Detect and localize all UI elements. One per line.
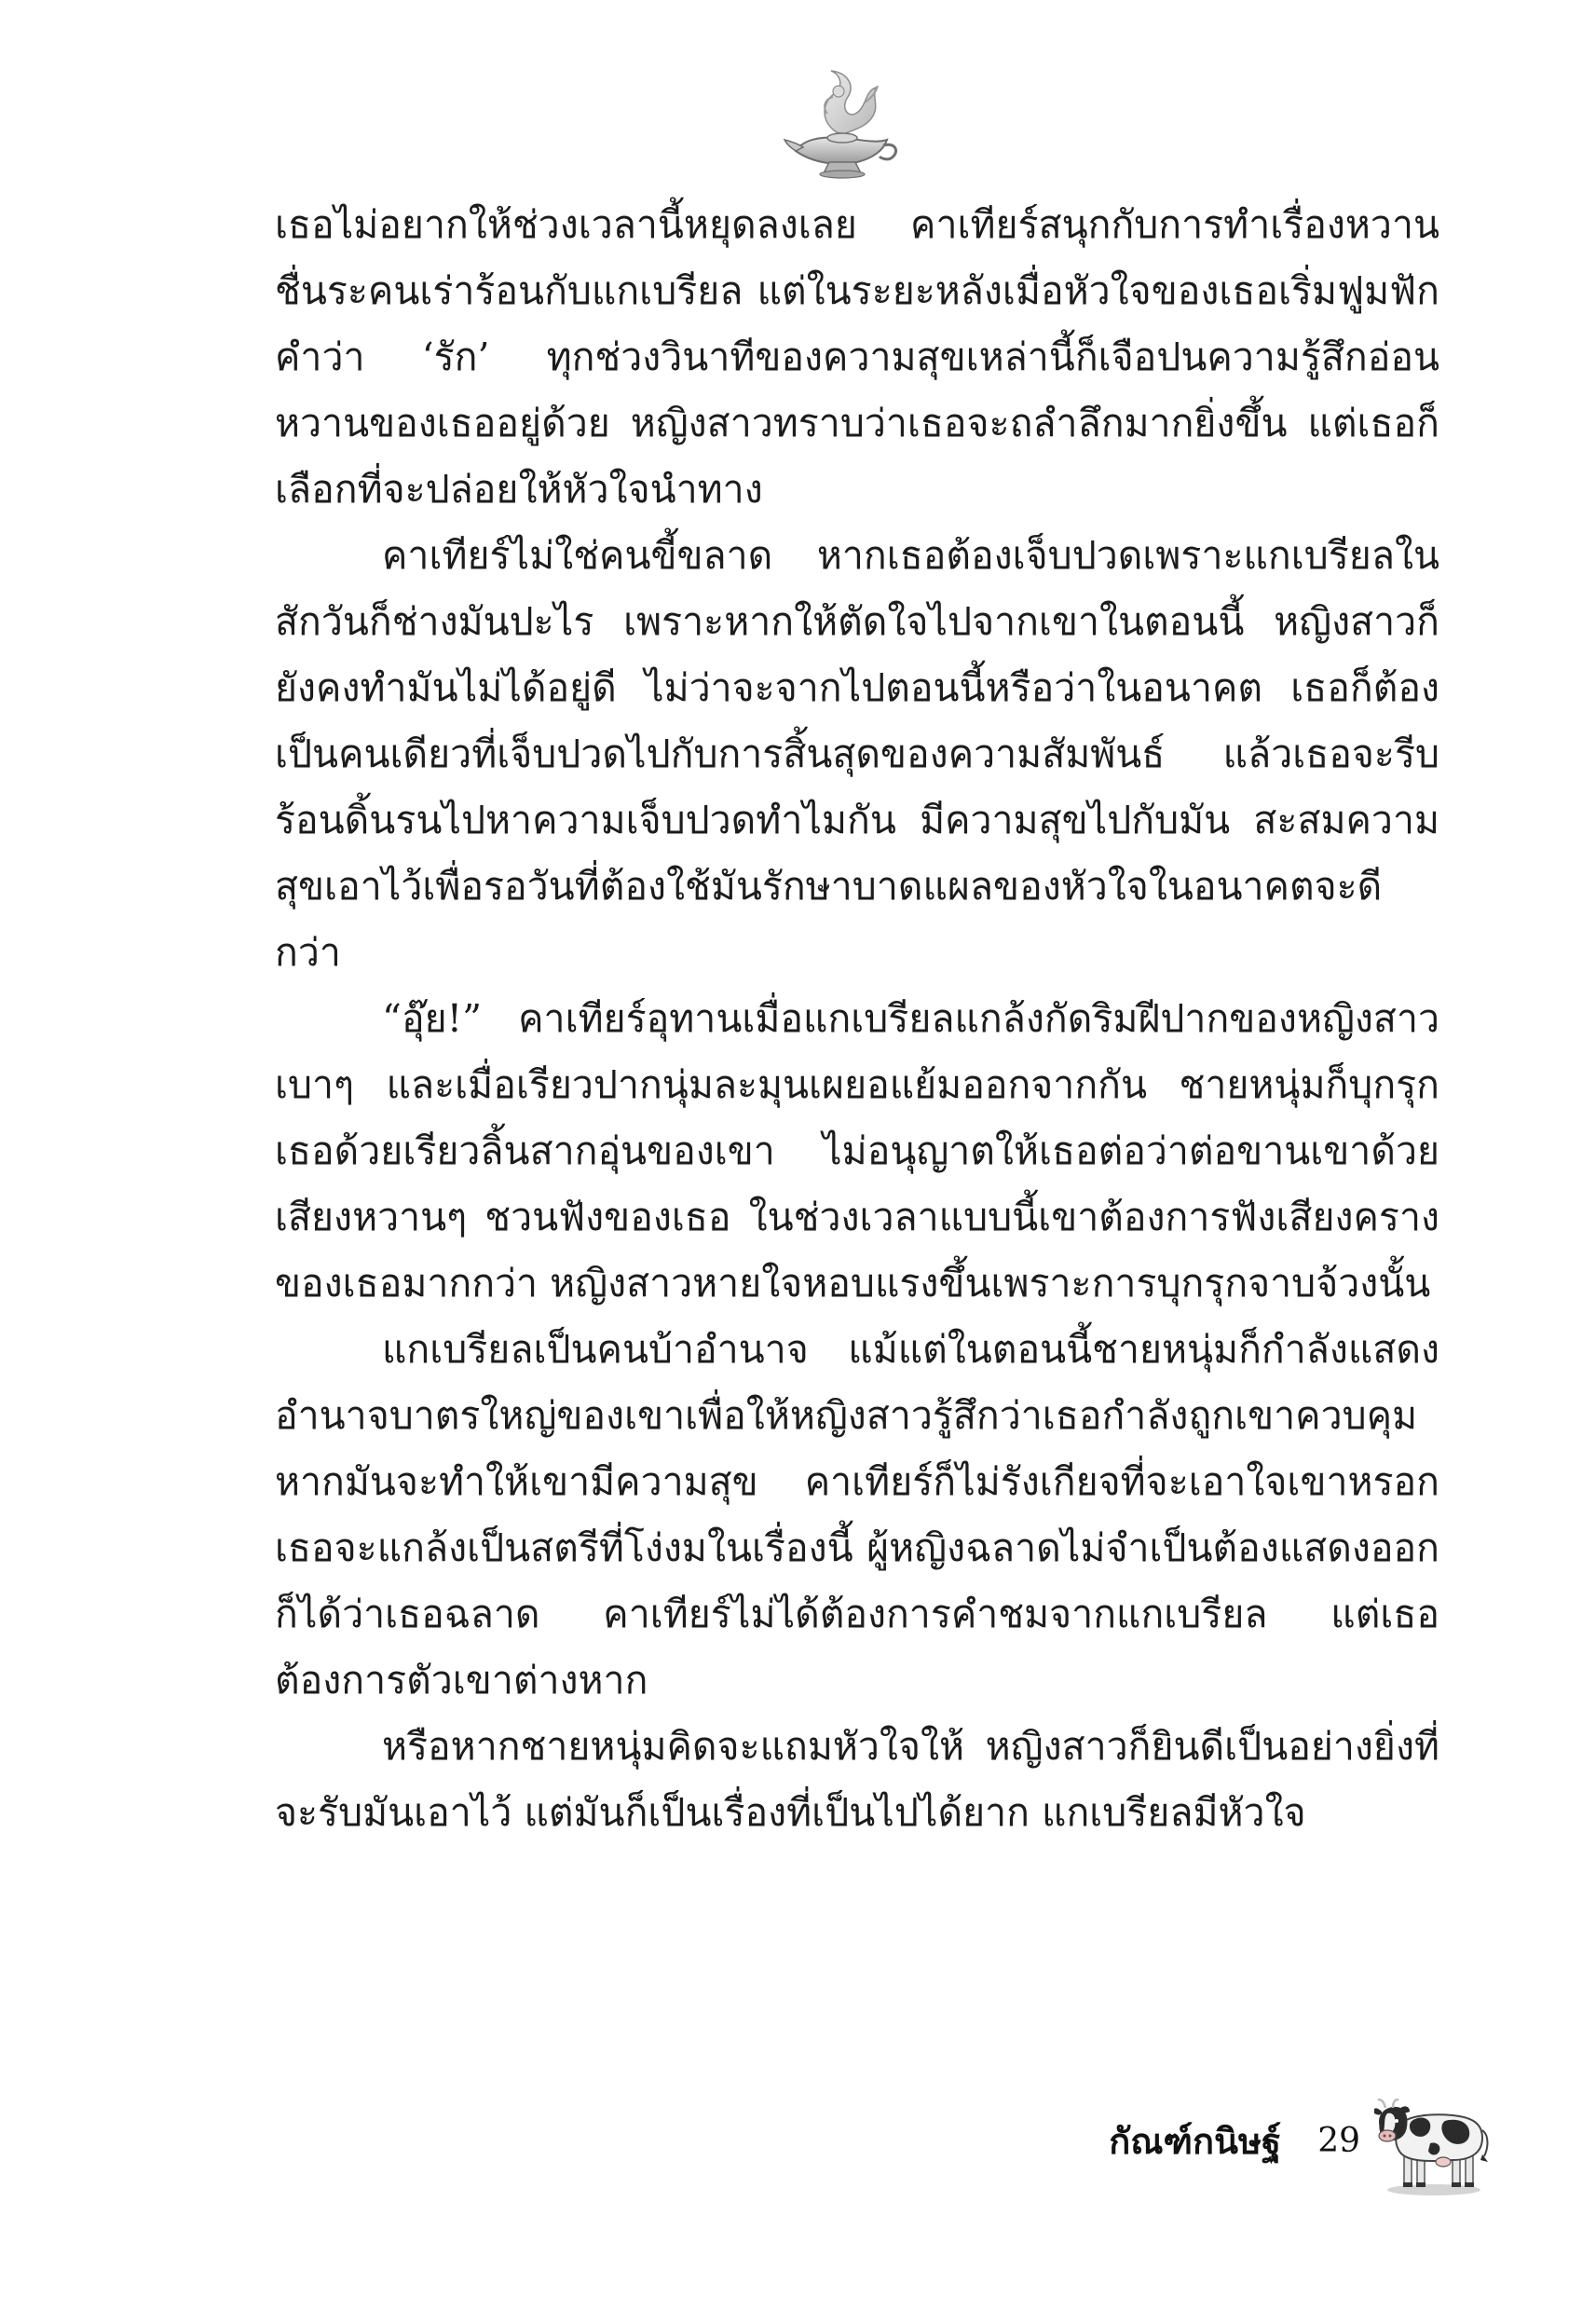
page-footer	[1025, 2087, 1491, 2218]
body-text	[275, 192, 1439, 1846]
paragraph: เธอไม่อยากให้ช่วงเวลานี้หยุดลงเลย คาเทียร์สนุกกับการทำเรื่องหวานชื่นระคนเร่าร้อนกับแกเบรียล แต่ในระยะหลังเมื่อหัวใจของเธอเริ่มฟูมฟักคำว่า ‘รัก’ ทุกช่วงวินาทีของความสุขเหล่านี้ก็เจือปนความรู้สึกอ่อนหวานของเธออยู่ด้วย หญิงสาวทราบว่าเธอจะถลำลึกมากยิ่งขึ้น แต่เธอก็เลือกที่จะปล่อยให้หัวใจนำทาง	[275, 202, 1439, 512]
cow-icon	[1374, 2087, 1491, 2199]
paragraph: คาเทียร์ไม่ใช่คนขี้ขลาด หากเธอต้องเจ็บปวดเพราะแกเบรียลในสักวันก็ช่างมันปะไร เพราะหากให้ตัดใจไปจากเขาในตอนนี้ หญิงสาวก็ยังคงทำมันไม่ได้อยู่ดี ไม่ว่าจะจากไปตอนนี้หรือว่าในอนาคต เธอก็ต้องเป็นคนเดียวที่เจ็บปวดไปกับการสิ้นสุดของความสัมพันธ์ แล้วเธอจะรีบร้อนดิ้นรนไปหาความเจ็บปวดทำไมกัน มีความสุขไปกับมัน สะสมความสุขเอาไว้เพื่อรอวันที่ต้องใช้มันรักษาบาดแผลของหัวใจในอนาคตจะดีกว่า	[275, 533, 1439, 975]
author-name: กัณฑ์กนิษฐ์	[1109, 2121, 1281, 2162]
paragraph: แกเบรียลเป็นคนบ้าอำนาจ แม้แต่ในตอนนี้ชายหนุ่มก็กำลังแสดงอำนาจบาตรใหญ่ของเขาเพื่อให้หญิงสาวรู้สึกว่าเธอกำลังถูกเขาควบคุม หากมันจะทำให้เขามีความสุข คาเทียร์ก็ไม่รังเกียจที่จะเอาใจเขาหรอก เธอจะแกล้งเป็นสตรีที่โง่งมในเรื่องนี้ ผู้หญิงฉลาดไม่จำเป็นต้องแสดงออกก็ได้ว่าเธอฉลาด คาเทียร์ไม่ได้ต้องการคำชมจากแกเบรียล แต่เธอต้องการตัวเขาต่างหาก	[275, 1327, 1439, 1702]
paragraph: หรือหากชายหนุ่มคิดจะแถมหัวใจให้ หญิงสาวก็ยินดีเป็นอย่างยิ่งที่จะรับมันเอาไว้ แต่มันก็เป็นเรื่องที่เป็นไปได้ยาก แกเบรียลมีหัวใจ	[275, 1724, 1439, 1835]
lamp-ornament-icon	[783, 65, 904, 182]
page-number: 29	[1317, 2122, 1360, 2160]
paragraph: “อุ๊ย!” คาเทียร์อุทานเมื่อแกเบรียลแกล้งกัดริมฝีปากของหญิงสาวเบาๆ และเมื่อเรียวปากนุ่มละมุนเผยอแย้มออกจากกัน ชายหนุ่มก็บุกรุกเธอด้วยเรียวลิ้นสากอุ่นของเขา ไม่อนุญาตให้เธอต่อว่าต่อขานเขาด้วยเสียงหวานๆ ชวนฟังของเธอ ในช่วงเวลาแบบนี้เขาต้องการฟังเสียงครางของเธอมากกว่า หญิงสาวหายใจหอบแรงขึ้นเพราะการบุกรุกจาบจ้วงนั้น	[275, 996, 1439, 1306]
